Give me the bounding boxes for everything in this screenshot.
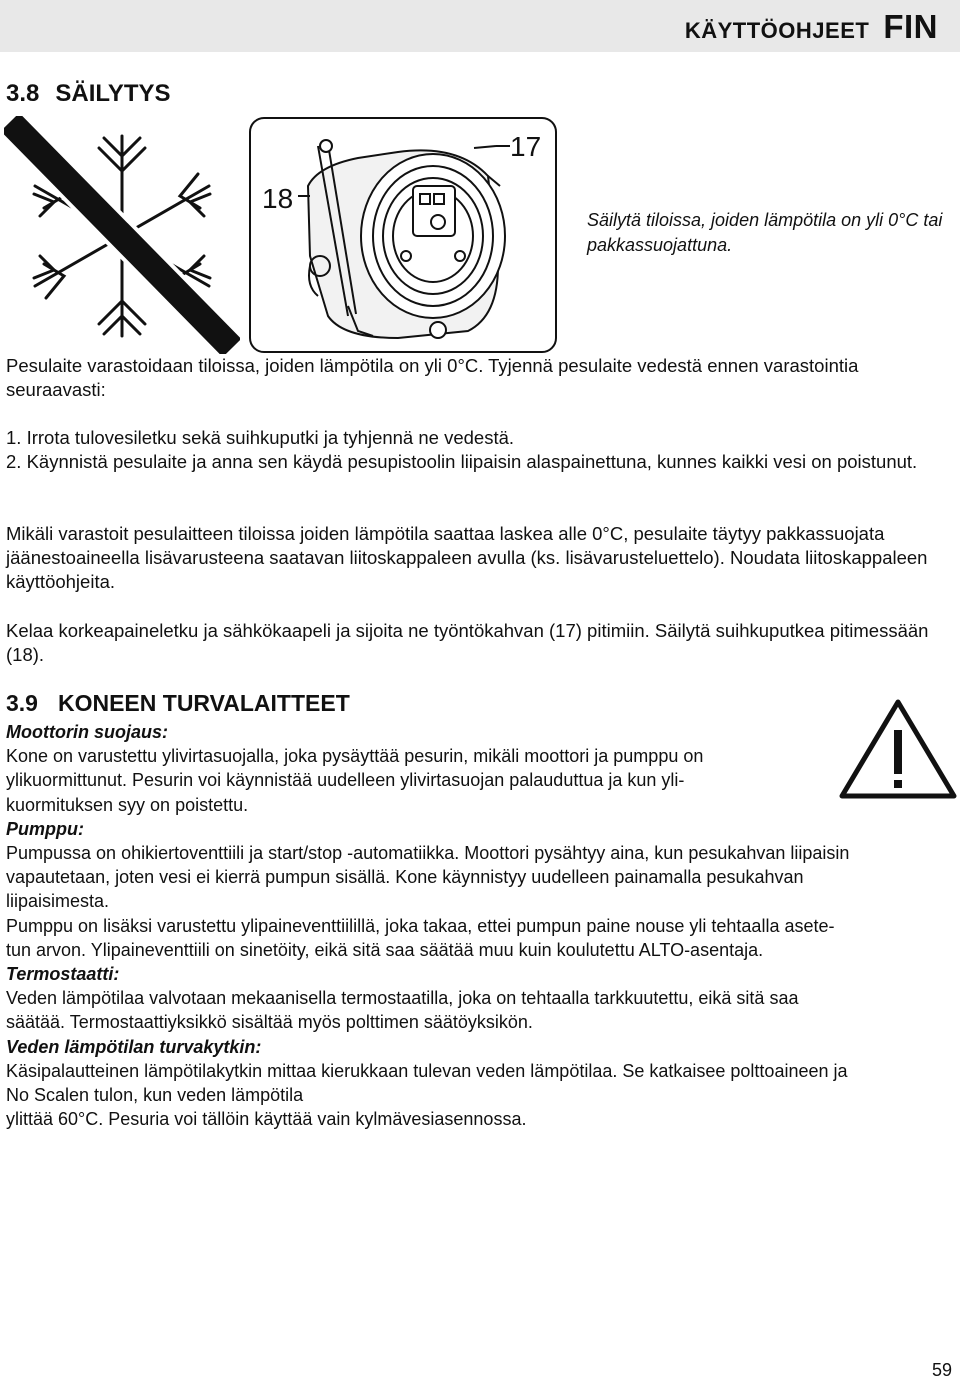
figure-caption: Säilytä tiloissa, joiden lämpötila on yli 0°C tai pakkassuojattuna. <box>587 210 943 255</box>
pump-heading: Pumppu: <box>6 818 84 839</box>
section-title: KONEEN TURVALAITTEET <box>57 690 350 716</box>
page-number: 59 <box>931 1360 952 1380</box>
section-number: 3.8 <box>6 80 40 107</box>
pump-line: liipaisimesta. <box>6 891 110 912</box>
safety-switch-line: ylittää 60°C. Pesuria voi tällöin käyttää vain kylmävesiasennossa. <box>6 1109 527 1130</box>
pressure-washer-illustration <box>248 116 558 354</box>
no-frost-icon <box>4 116 240 354</box>
header-title <box>685 8 938 46</box>
safety-switch-line: No Scalen tulon, kun veden lämpötila <box>6 1085 304 1106</box>
hose-storage-paragraph: Kelaa korkeapaineletku ja sähkökaapeli ja sijoita ne työntökahvan (17) pitimiin. Säilytä suihkuputkea pitimessään (18). <box>6 620 929 666</box>
thermostat-heading: Termostaatti: <box>6 964 120 985</box>
manual-title: KÄYTTÖOHJEET <box>684 18 870 43</box>
pump-line: tun arvon. Ylipaineventtiili on sinetöity, eikä sitä saa säätää muu kuin koulutettu ALTO-asentaja. <box>6 939 764 960</box>
section-title: SÄILYTYS <box>55 80 171 107</box>
callout-17: 17 <box>510 131 542 162</box>
safety-switch-line: Käsipalautteinen lämpötilakytkin mittaa kierukkaan tulevan veden lämpötilaa. Se katkaisee polttoaineen ja <box>6 1060 848 1081</box>
thermostat-line: säätää. Termostaattiyksikkö sisältää myös polttimen säätöyksikön. <box>6 1012 533 1033</box>
pump-line: Pumpussa on ohikiertoventtiili ja start/stop -automatiikka. Moottori pysähtyy aina, kun pesukahvan liipaisin <box>6 843 850 864</box>
thermostat-line: Veden lämpötilaa valvotaan mekaanisella termostaatilla, joka on tehtaalla tarkkuutettu, eikä sitä saa <box>6 988 799 1009</box>
motor-line: kuormituksen syy on poistettu. <box>6 794 249 815</box>
storage-intro: Pesulaite varastoidaan tiloissa, joiden lämpötila on yli 0°C. Tyjennä pesulaite vedestä ennen varastointia seuraavasti: <box>6 355 859 401</box>
page-header <box>0 0 960 52</box>
safety-devices-text <box>6 720 958 1131</box>
pump-line: vapautetaan, joten vesi ei kierrä pumpun sisällä. Kone käynnistyy uudelleen painamalla pesukahvan <box>6 867 804 888</box>
pump-line: Pumppu on lisäksi varustettu ylipaineventtiilillä, joka takaa, ettei pumpun paine nouse yli tehtaalla asete- <box>6 915 835 936</box>
safety-switch-heading: Veden lämpötilan turvakytkin: <box>6 1036 262 1057</box>
motor-line: Kone on varustettu ylivirtasuojalla, joka pysäyttää pesurin, mikäli moottori ja pumppu on <box>6 746 704 767</box>
step-2: 2. Käynnistä pesulaite ja anna sen käydä pesupistoolin liipaisin alaspainettuna, kunnes kaikki vesi on poistunut. <box>6 451 918 472</box>
motor-protection-heading: Moottorin suojaus: <box>6 722 168 742</box>
frost-protection-paragraph: Mikäli varastoit pesulaitteen tiloissa joiden lämpötila saattaa laskea alle 0°C, pesulaite täytyy pakkassuojata jäänestoaineella lisävarusteena saatavan liitoskappaleen avulla (ks. lisävarusteluettelo). Noudata liitoskappaleen käyttöohjeita. <box>6 523 928 593</box>
section-heading-storage <box>6 80 171 108</box>
section-heading-safety <box>6 690 350 717</box>
language-code: FIN <box>883 8 938 45</box>
callout-18: 18 <box>262 183 294 214</box>
step-1: 1. Irrota tulovesiletku sekä suihkuputki ja tyhjennä ne vedestä. <box>6 427 515 448</box>
motor-line: ylikuormittunut. Pesurin voi käynnistää uudelleen ylivirtasuojan palauduttua ja kun yli- <box>6 770 685 791</box>
section-number: 3.9 <box>6 690 38 716</box>
